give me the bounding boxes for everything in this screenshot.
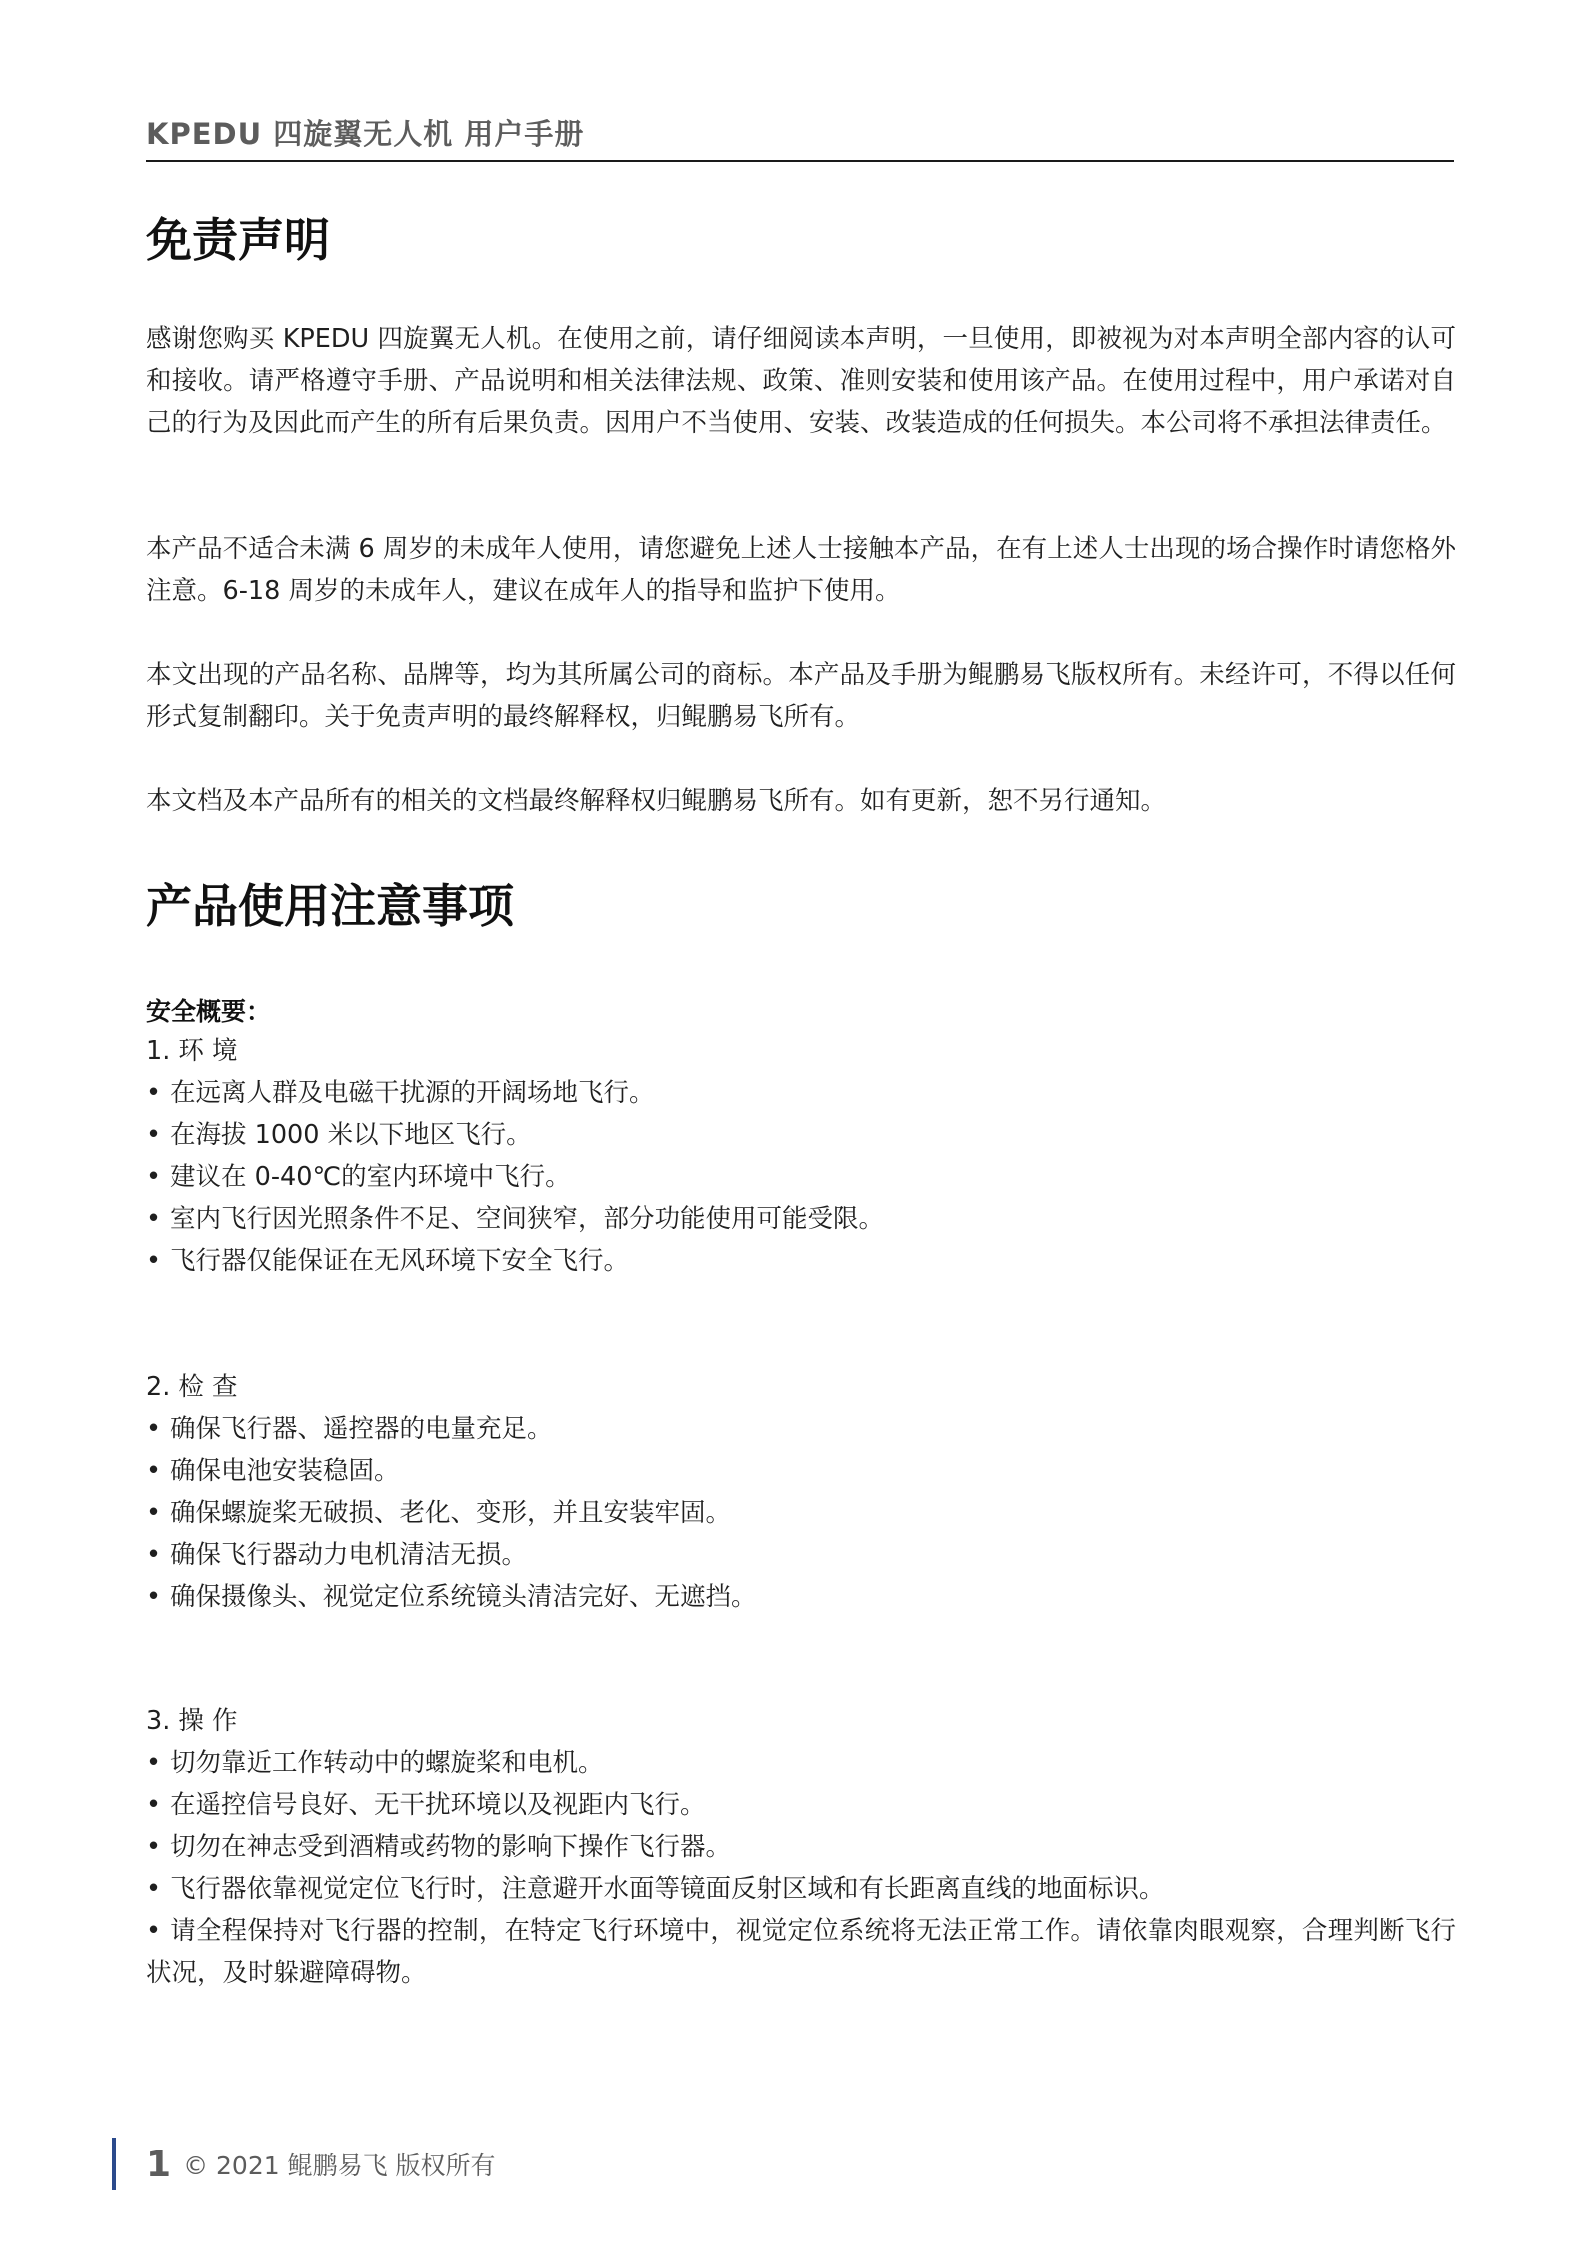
page-number: 1: [146, 2143, 172, 2185]
section-title: 1. 环 境: [146, 1036, 238, 1066]
footer-accent-bar: [112, 2138, 116, 2190]
bullet-icon: •: [146, 1832, 162, 1862]
precautions-heading: 产品使用注意事项: [146, 879, 514, 933]
bullet-icon: •: [146, 1078, 162, 1108]
list-item: • 确保电池安装稳固。: [146, 1450, 1456, 1492]
list-item: • 请全程保持对飞行器的控制，在特定飞行环境中，视觉定位系统将无法正常工作。请依靠肉眼观察，合理判断飞行状况，及时躲避障碍物。: [146, 1910, 1456, 1994]
disclaimer-paragraph-1: 感谢您购买 KPEDU 四旋翼无人机。在使用之前，请仔细阅读本声明，一旦使用，即被视为对本声明全部内容的认可和接收。请严格遵守手册、产品说明和相关法律法规、政策、准则安装和使用该产品。在使用过程中，用户承诺对自己的行为及因此而产生的所有后果负责。因用户不当使用、安装、改装造成的任何损失。本公司将不承担法律责任。: [146, 324, 1456, 438]
bullet-icon: •: [146, 1498, 162, 1528]
bullet-icon: •: [146, 1456, 162, 1486]
section-environment: [146, 1030, 1456, 1282]
section-title: 3. 操 作: [146, 1706, 238, 1736]
list-item: • 建议在 0-40℃的室内环境中飞行。: [146, 1156, 1456, 1198]
list-item: • 在海拔 1000 米以下地区飞行。: [146, 1114, 1456, 1156]
list-item: • 飞行器仅能保证在无风环境下安全飞行。: [146, 1240, 1456, 1282]
list-item: • 在遥控信号良好、无干扰环境以及视距内飞行。: [146, 1784, 1456, 1826]
list-item: • 切勿在神志受到酒精或药物的影响下操作飞行器。: [146, 1826, 1456, 1868]
copyright-notice: © 2021 鲲鹏易飞 版权所有: [183, 2151, 496, 2180]
bullet-icon: •: [146, 1540, 162, 1570]
list-item: • 确保飞行器动力电机清洁无损。: [146, 1534, 1456, 1576]
list-item: • 切勿靠近工作转动中的螺旋桨和电机。: [146, 1742, 1456, 1784]
section-title: 2. 检 查: [146, 1372, 238, 1402]
list-item: • 在远离人群及电磁干扰源的开阔场地飞行。: [146, 1072, 1456, 1114]
disclaimer-heading: 免责声明: [146, 213, 330, 267]
safety-summary-label: 安全概要：: [146, 997, 272, 1026]
section-operation: [146, 1700, 1456, 1994]
header-divider: [146, 160, 1454, 162]
disclaimer-paragraph-2: 本产品不适合未满 6 周岁的未成年人使用，请您避免上述人士接触本产品，在有上述人士出现的场合操作时请您格外注意。6-18 周岁的未成年人，建议在成年人的指导和监护下使用。: [146, 534, 1456, 606]
list-item: • 确保飞行器、遥控器的电量充足。: [146, 1408, 1456, 1450]
list-item: • 室内飞行因光照条件不足、空间狭窄，部分功能使用可能受限。: [146, 1198, 1456, 1240]
bullet-icon: •: [146, 1246, 162, 1276]
bullet-icon: •: [146, 1874, 162, 1904]
disclaimer-paragraph-3: 本文出现的产品名称、品牌等，均为其所属公司的商标。本产品及手册为鲲鹏易飞版权所有。未经许可，不得以任何形式复制翻印。关于免责声明的最终解释权，归鲲鹏易飞所有。: [146, 660, 1456, 732]
bullet-icon: •: [146, 1162, 162, 1192]
bullet-icon: •: [146, 1748, 162, 1778]
disclaimer-paragraph-4: 本文档及本产品所有的相关的文档最终解释权归鲲鹏易飞所有。如有更新，恕不另行通知。: [146, 786, 1167, 816]
bullet-icon: •: [146, 1790, 162, 1820]
bullet-icon: •: [146, 1582, 162, 1612]
bullet-icon: •: [146, 1916, 162, 1946]
document-header-title: KPEDU 四旋翼无人机 用户手册: [146, 117, 585, 151]
bullet-list: [146, 1408, 1456, 1618]
bullet-icon: •: [146, 1414, 162, 1444]
list-item: • 确保螺旋桨无破损、老化、变形，并且安装牢固。: [146, 1492, 1456, 1534]
bullet-icon: •: [146, 1120, 162, 1150]
bullet-icon: •: [146, 1204, 162, 1234]
bullet-list: [146, 1742, 1456, 1994]
page-footer: [112, 2138, 496, 2190]
bullet-list: [146, 1072, 1456, 1282]
section-inspection: [146, 1366, 1456, 1618]
list-item: • 飞行器依靠视觉定位飞行时，注意避开水面等镜面反射区域和有长距离直线的地面标识。: [146, 1868, 1456, 1910]
list-item: • 确保摄像头、视觉定位系统镜头清洁完好、无遮挡。: [146, 1576, 1456, 1618]
